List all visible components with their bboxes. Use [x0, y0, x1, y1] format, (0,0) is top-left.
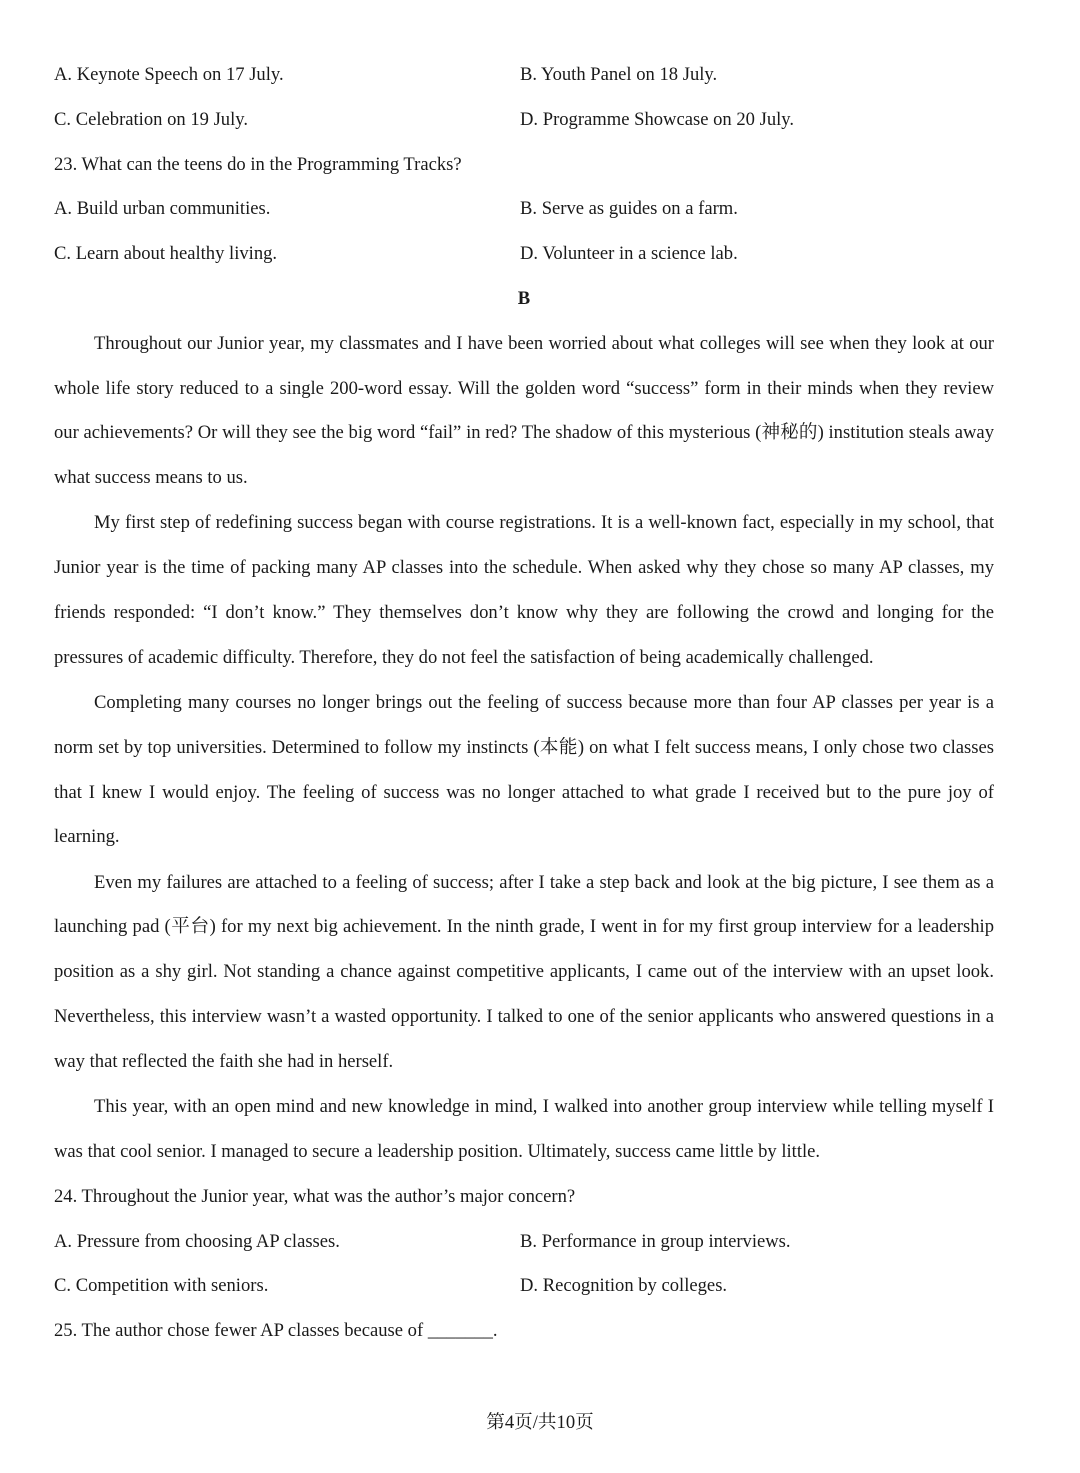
- exam-page: [54, 53, 994, 1354]
- q24-options-row-2: [54, 1264, 994, 1309]
- q24-option-b: B. Performance in group interviews.: [520, 1230, 791, 1252]
- q24-options-row-1: [54, 1220, 994, 1265]
- passage-paragraph-1: Throughout our Junior year, my classmates and I have been worried about what colleges will see when they look at our whole life story reduced to a single 200-word essay. Will the golden word “success” form in their minds when they review our achievements? Or will they see the big word “fail” in red? The shadow of this mysterious (神秘的) institution steals away what success means to us.: [54, 332, 994, 489]
- passage-paragraph-3: Completing many courses no longer brings out the feeling of success because more than four AP classes per year is a norm set by top universities. Determined to follow my instincts (本能) on what I felt success means, I only chose two classes that I knew I would enjoy. The feeling of success was no longer attached to what grade I received but to the pure joy of learning.: [54, 691, 994, 848]
- q23-option-d: D. Volunteer in a science lab.: [520, 243, 738, 265]
- q24-option-d: D. Recognition by colleges.: [520, 1275, 728, 1297]
- q23-option-c: C. Learn about healthy living.: [54, 243, 278, 265]
- q22-option-d: D. Programme Showcase on 20 July.: [520, 108, 795, 130]
- q22-option-a: A. Keynote Speech on 17 July.: [54, 64, 284, 85]
- passage-paragraph-2: My first step of redefining success began with course registrations. It is a well-known fact, especially in my school, that Junior year is the time of packing many AP classes into the schedule. When asked why they chose so many AP classes, my friends responded: “I don’t know.” They themselves don’t know why they are following the crowd and longing for the pressures of academic difficulty. Therefore, they do not feel the satisfaction of being academically challenged.: [54, 512, 994, 668]
- q23-option-b: B. Serve as guides on a farm.: [520, 198, 738, 220]
- q23-option-a: A. Build urban communities.: [54, 198, 271, 220]
- passage-paragraph-4: Even my failures are attached to a feeling of success; after I take a step back and look at the big picture, I see them as a launching pad (平台) for my next big achievement. In the ninth grade, I went in for my first group interview for a leadership position as a shy girl. Not standing a chance against competitive applicants, I came out of the interview with an upset look. Nevertheless, this interview wasn’t a wasted opportunity. I talked to one of the senior applicants who answered questions in a way that reflected the faith she had in herself.: [54, 871, 994, 1072]
- q22-options-row-1: [54, 53, 994, 98]
- section-b-title: B: [517, 287, 531, 309]
- q23-question: 23. What can the teens do in the Programming Tracks?: [54, 153, 462, 175]
- passage-paragraph-5: This year, with an open mind and new knowledge in mind, I walked into another group interview while telling myself I was that cool senior. I managed to secure a leadership position. Ultimately, success came little by little.: [54, 1095, 994, 1162]
- q24-question: 24. Throughout the Junior year, what was the author’s major concern?: [54, 1185, 576, 1207]
- q23-options-row-2: [54, 232, 994, 277]
- q22-options-row-2: [54, 98, 994, 143]
- page-number-footer: 第4页/共10页: [486, 1412, 594, 1433]
- q22-option-b: B. Youth Panel on 18 July.: [520, 64, 718, 85]
- q24-option-a: A. Pressure from choosing AP classes.: [54, 1230, 340, 1252]
- q25-question: 25. The author chose fewer AP classes because of _______.: [54, 1320, 498, 1342]
- q24-option-c: C. Competition with seniors.: [54, 1275, 269, 1297]
- q22-option-c: C. Celebration on 19 July.: [54, 108, 249, 130]
- q23-options-row-1: [54, 187, 994, 232]
